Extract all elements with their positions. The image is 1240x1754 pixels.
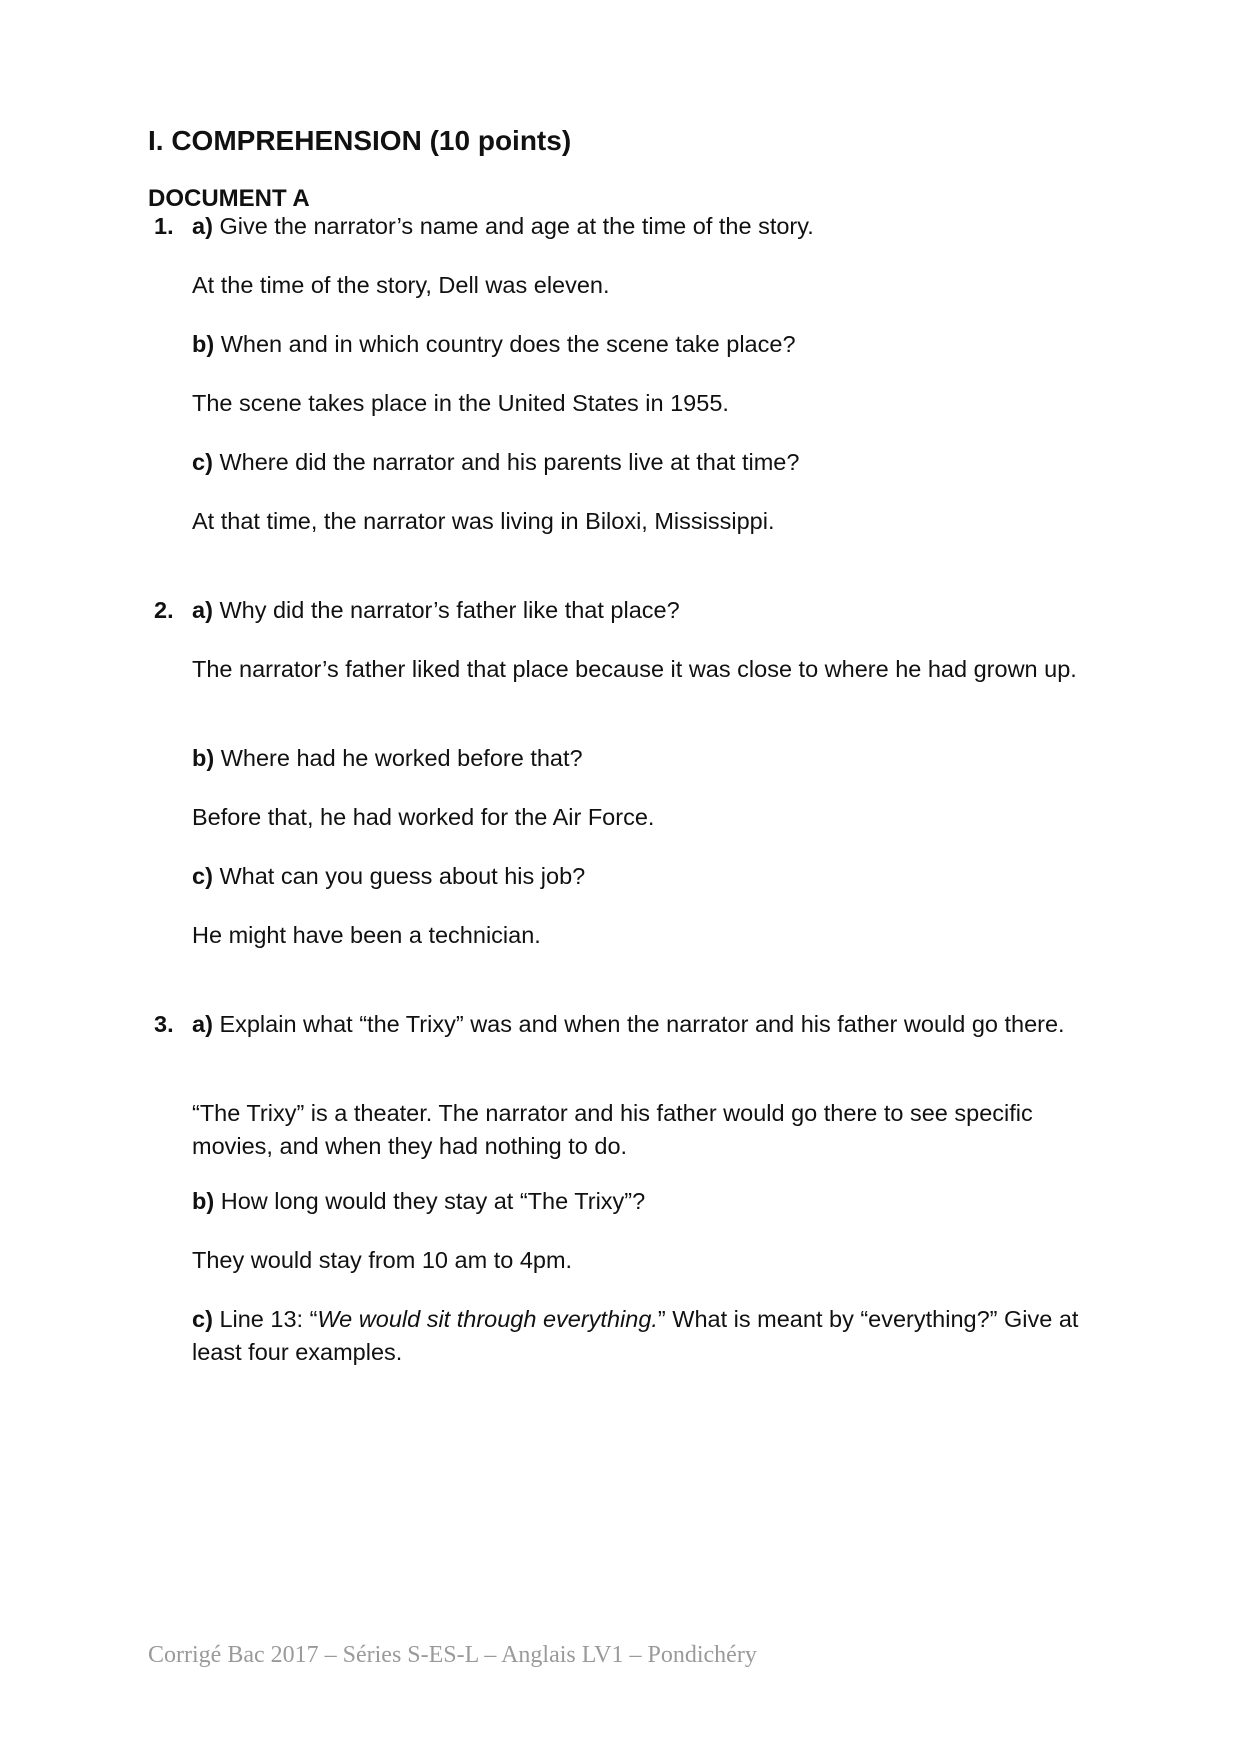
- quote-text: We would sit through everything.: [317, 1306, 658, 1332]
- section-title: I. COMPREHENSION (10 points): [148, 125, 572, 156]
- answer-text: The narrator’s father liked that place because it was close to where he had grown up.: [192, 656, 1077, 682]
- question-text: [192, 1008, 1112, 1041]
- question-label: Explain what “the Trixy” was and when the narrator and his father would go there.: [219, 1011, 1065, 1037]
- question-label: What can you guess about his job?: [219, 863, 586, 889]
- part-letter: a): [192, 213, 213, 239]
- question-text: [192, 594, 1112, 627]
- answer-text: At that time, the narrator was living in Biloxi, Mississippi.: [192, 508, 775, 534]
- question-label: When and in which country does the scene take place?: [220, 331, 796, 357]
- question-suffix: ” What is meant by “everything?” Give at least four examples.: [192, 1306, 1079, 1365]
- part-letter: c): [192, 1306, 213, 1332]
- question-number: 2.: [154, 597, 174, 623]
- answer-text: Before that, he had worked for the Air Force.: [192, 804, 655, 830]
- question-text: [192, 1185, 1112, 1218]
- part-letter: c): [192, 449, 213, 475]
- part-letter: b): [192, 1188, 215, 1214]
- part-letter: c): [192, 863, 213, 889]
- question-prefix: Line 13: “: [219, 1306, 318, 1332]
- question-text: [192, 860, 1112, 893]
- question-text: [192, 210, 1112, 243]
- answer-text: They would stay from 10 am to 4pm.: [192, 1247, 573, 1273]
- question-label: Why did the narrator’s father like that place?: [219, 597, 680, 623]
- question-text: [192, 742, 1112, 775]
- part-letter: a): [192, 597, 213, 623]
- question-text: [192, 446, 1112, 479]
- question-number: 1.: [154, 213, 174, 239]
- answer-text: He might have been a technician.: [192, 922, 541, 948]
- document-title: DOCUMENT A: [148, 185, 310, 212]
- part-letter: b): [192, 745, 215, 771]
- question-label: Give the narrator’s name and age at the time of the story.: [219, 213, 814, 239]
- answer-text: At the time of the story, Dell was eleven.: [192, 272, 610, 298]
- question-text: [192, 1303, 1112, 1369]
- question-label: Where did the narrator and his parents live at that time?: [219, 449, 800, 475]
- part-letter: a): [192, 1011, 213, 1037]
- question-number: 3.: [154, 1011, 174, 1037]
- part-letter: b): [192, 331, 215, 357]
- page-footer: Corrigé Bac 2017 – Séries S-ES-L – Anglais LV1 – Pondichéry: [148, 1642, 757, 1668]
- answer-text: The scene takes place in the United States in 1955.: [192, 390, 729, 416]
- question-text: [192, 328, 1112, 361]
- question-label: How long would they stay at “The Trixy”?: [220, 1188, 646, 1214]
- question-label: Where had he worked before that?: [220, 745, 583, 771]
- answer-text: “The Trixy” is a theater. The narrator and his father would go there to see specific movies, and when they had nothing to do.: [192, 1100, 1033, 1159]
